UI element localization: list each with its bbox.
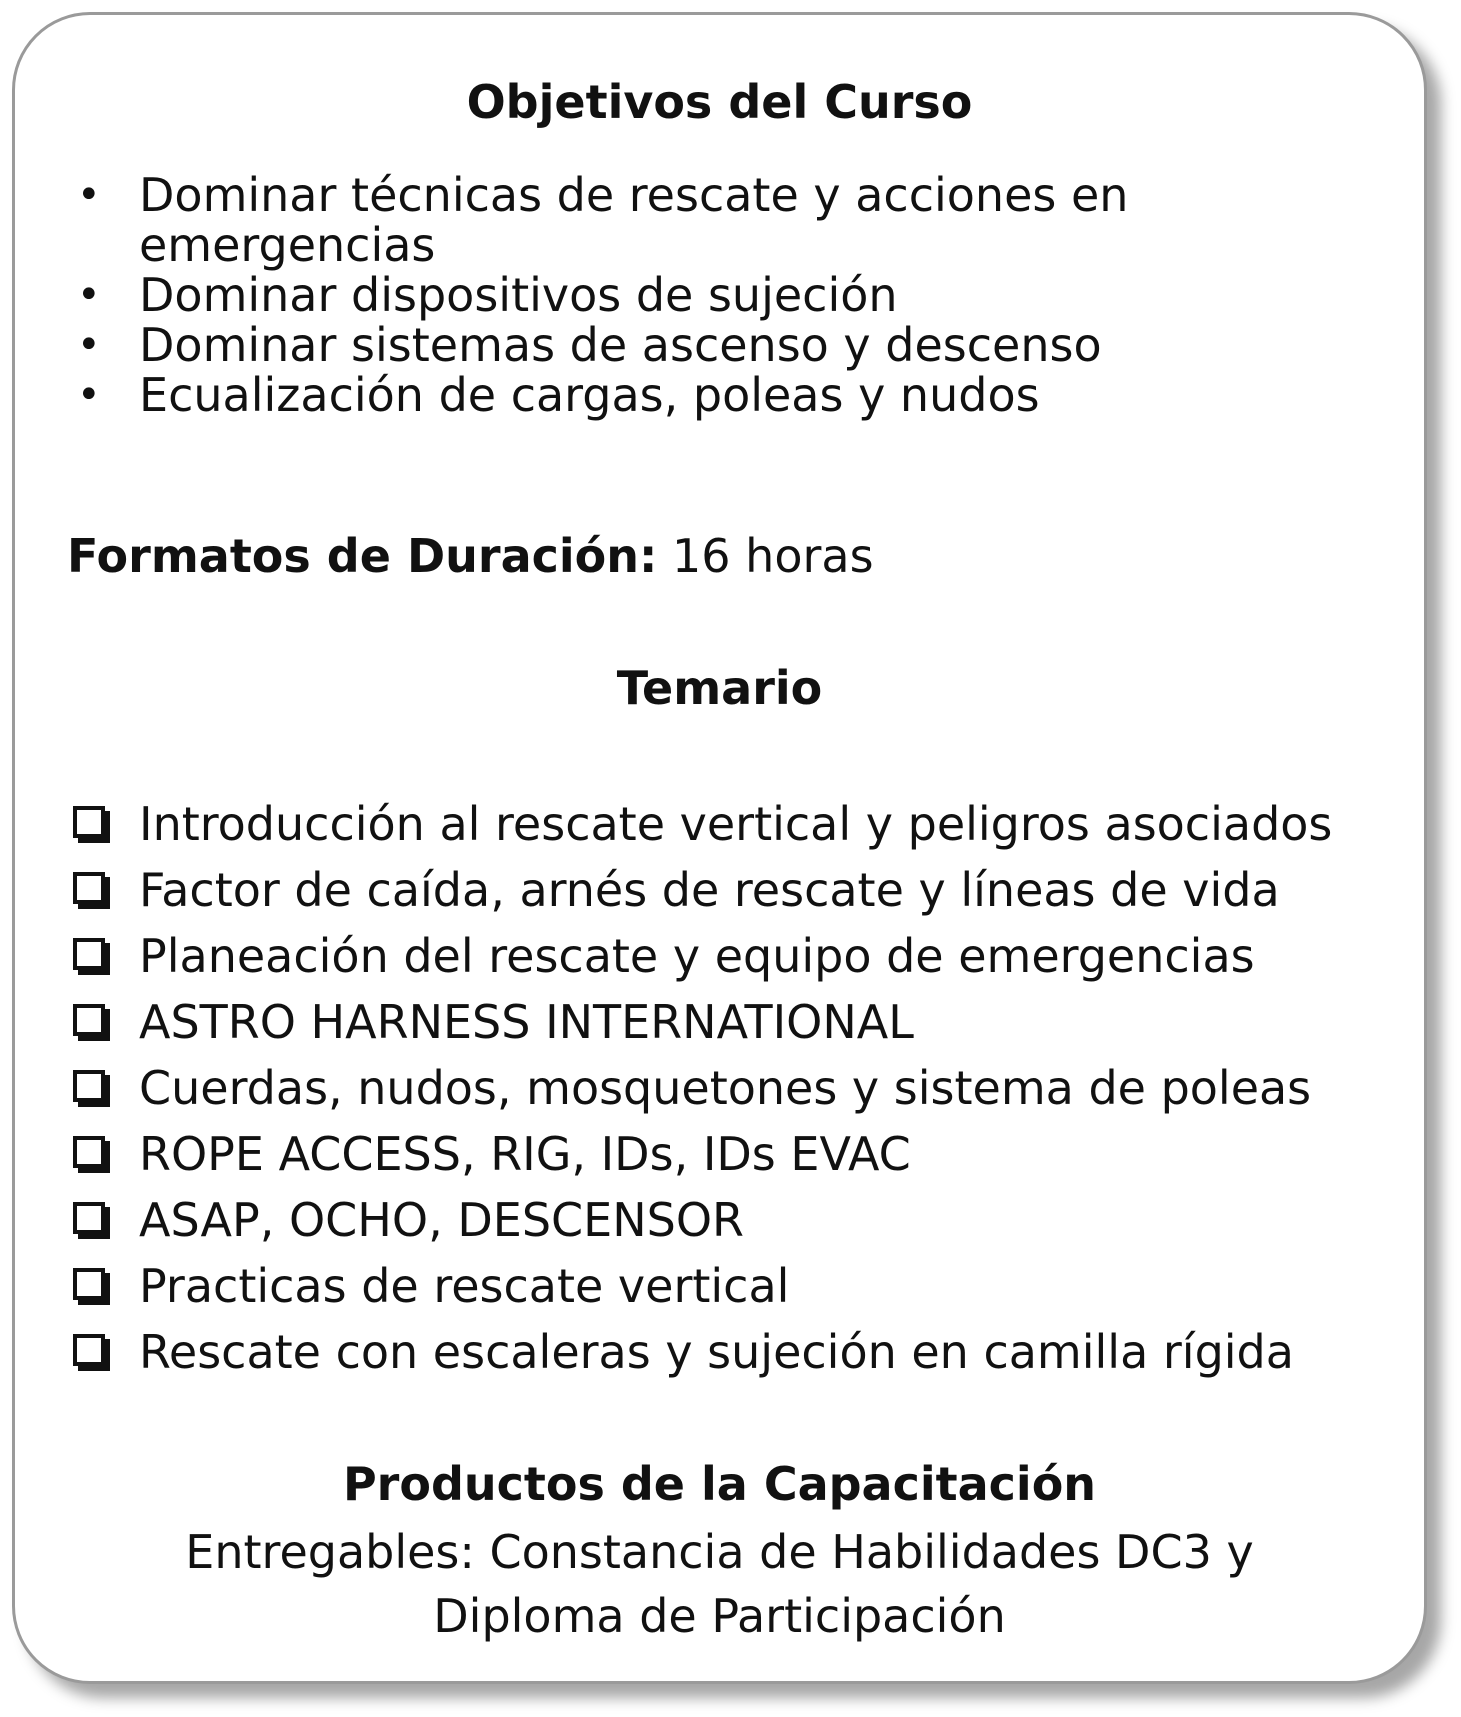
objective-text: Dominar sistemas de ascenso y descenso: [139, 318, 1102, 372]
list-item: [67, 170, 1199, 270]
list-item: [67, 320, 1199, 370]
topic-text: Planeación del rescate y equipo de emergencias: [139, 929, 1255, 983]
bullet-icon: •: [77, 372, 101, 418]
objectives-title: Objetivos del Curso: [466, 75, 973, 129]
checkbox-icon: [73, 1202, 105, 1234]
checkbox-icon: [73, 1004, 105, 1036]
checkbox-icon: [73, 806, 105, 838]
products-title: Productos de la Capacitación: [342, 1457, 1097, 1511]
course-card: [12, 12, 1427, 1684]
topic-text: ROPE ACCESS, RIG, IDs, IDs EVAC: [139, 1127, 911, 1181]
topic-text: Practicas de rescate vertical: [139, 1259, 790, 1313]
topic-text: Introducción al rescate vertical y peligros asociados: [139, 797, 1333, 851]
checkbox-icon: [73, 1334, 105, 1366]
list-item: [67, 1121, 1332, 1187]
duration-line: [67, 529, 874, 583]
objective-text: Dominar dispositivos de sujeción: [139, 268, 898, 322]
temario-list: [67, 791, 1332, 1385]
topic-text: ASTRO HARNESS INTERNATIONAL: [139, 995, 914, 1049]
list-item: [67, 791, 1332, 857]
list-item: [67, 989, 1332, 1055]
list-item: [67, 370, 1199, 420]
duration-value: 16 horas: [672, 529, 874, 583]
bullet-icon: •: [77, 172, 101, 218]
topic-text: Cuerdas, nudos, mosquetones y sistema de poleas: [139, 1061, 1312, 1115]
list-item: [67, 1055, 1332, 1121]
duration-label: Formatos de Duración:: [67, 529, 658, 583]
bullet-icon: •: [77, 322, 101, 368]
checkbox-icon: [73, 1268, 105, 1300]
list-item: [67, 1187, 1332, 1253]
objective-text: Dominar técnicas de rescate y acciones en emergencias: [139, 168, 1129, 272]
list-item: [67, 270, 1199, 320]
list-item: [67, 857, 1332, 923]
products-line-2: Diploma de Participación: [433, 1589, 1006, 1643]
products-description: [15, 1520, 1424, 1648]
checkbox-icon: [73, 1136, 105, 1168]
temario-title: Temario: [616, 661, 823, 715]
checkbox-icon: [73, 938, 105, 970]
list-item: [67, 1319, 1332, 1385]
topic-text: ASAP, OCHO, DESCENSOR: [139, 1193, 744, 1247]
list-item: [67, 1253, 1332, 1319]
list-item: [67, 923, 1332, 989]
products-line-1: Entregables: Constancia de Habilidades DC3 y: [185, 1525, 1254, 1579]
bullet-icon: •: [77, 272, 101, 318]
checkbox-icon: [73, 872, 105, 904]
checkbox-icon: [73, 1070, 105, 1102]
objectives-list: [67, 170, 1199, 420]
topic-text: Rescate con escaleras y sujeción en camilla rígida: [139, 1325, 1294, 1379]
topic-text: Factor de caída, arnés de rescate y líneas de vida: [139, 863, 1280, 917]
objective-text: Ecualización de cargas, poleas y nudos: [139, 368, 1040, 422]
